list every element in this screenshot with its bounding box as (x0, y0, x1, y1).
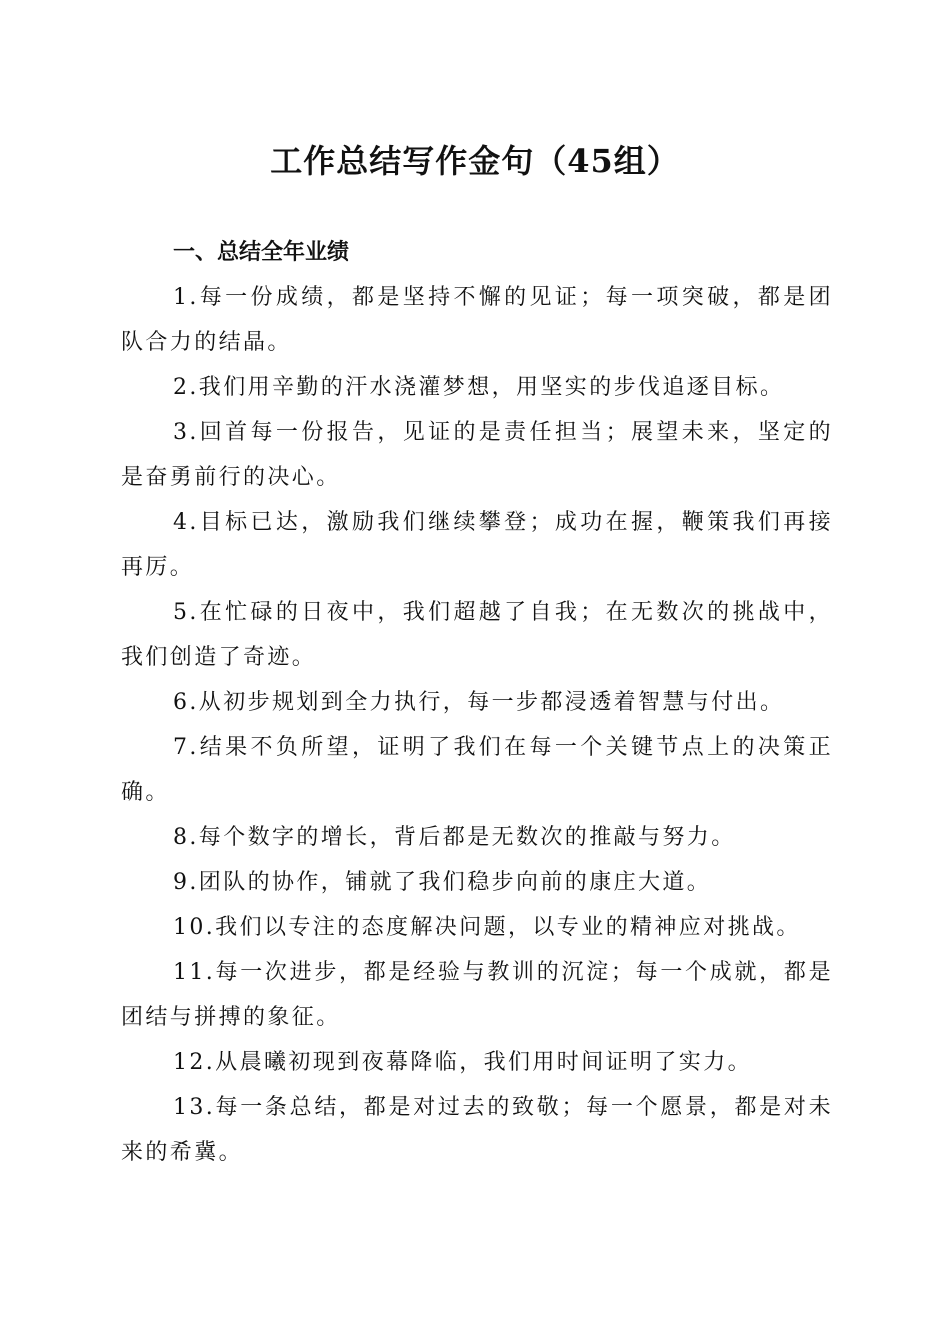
list-item: 5.在忙碌的日夜中，我们超越了自我；在无数次的挑战中，我们创造了奇迹。 (121, 600, 833, 670)
list-item: 4.目标已达，激励我们继续攀登；成功在握，鞭策我们再接再厉。 (121, 510, 833, 580)
list-item: 8.每个数字的增长，背后都是无数次的推敲与努力。 (173, 825, 736, 850)
document-title: 工作总结写作金句（45组） (270, 142, 680, 180)
list-item: 9.团队的协作，铺就了我们稳步向前的康庄大道。 (173, 870, 712, 895)
section-heading: 一、总结全年业绩 (173, 240, 350, 265)
list-item: 2.我们用辛勤的汗水浇灌梦想，用坚实的步伐追逐目标。 (173, 375, 785, 400)
list-item: 3.回首每一份报告，见证的是责任担当；展望未来，坚定的是奋勇前行的决心。 (121, 420, 833, 490)
list-item: 6.从初步规划到全力执行，每一步都浸透着智慧与付出。 (173, 690, 785, 715)
list-item: 10.我们以专注的态度解决问题，以专业的精神应对挑战。 (173, 915, 801, 940)
list-item: 1.每一份成绩，都是坚持不懈的见证；每一项突破，都是团队合力的结晶。 (121, 285, 833, 355)
list-item: 12.从晨曦初现到夜幕降临，我们用时间证明了实力。 (173, 1050, 752, 1075)
list-item: 11.每一次进步，都是经验与教训的沉淀；每一个成就，都是团结与拼搏的象征。 (121, 960, 833, 1030)
list-item: 13.每一条总结，都是对过去的致敬；每一个愿景，都是对未来的希冀。 (121, 1095, 833, 1165)
list-item: 7.结果不负所望，证明了我们在每一个关键节点上的决策正确。 (121, 735, 833, 805)
document-body (121, 230, 833, 1175)
